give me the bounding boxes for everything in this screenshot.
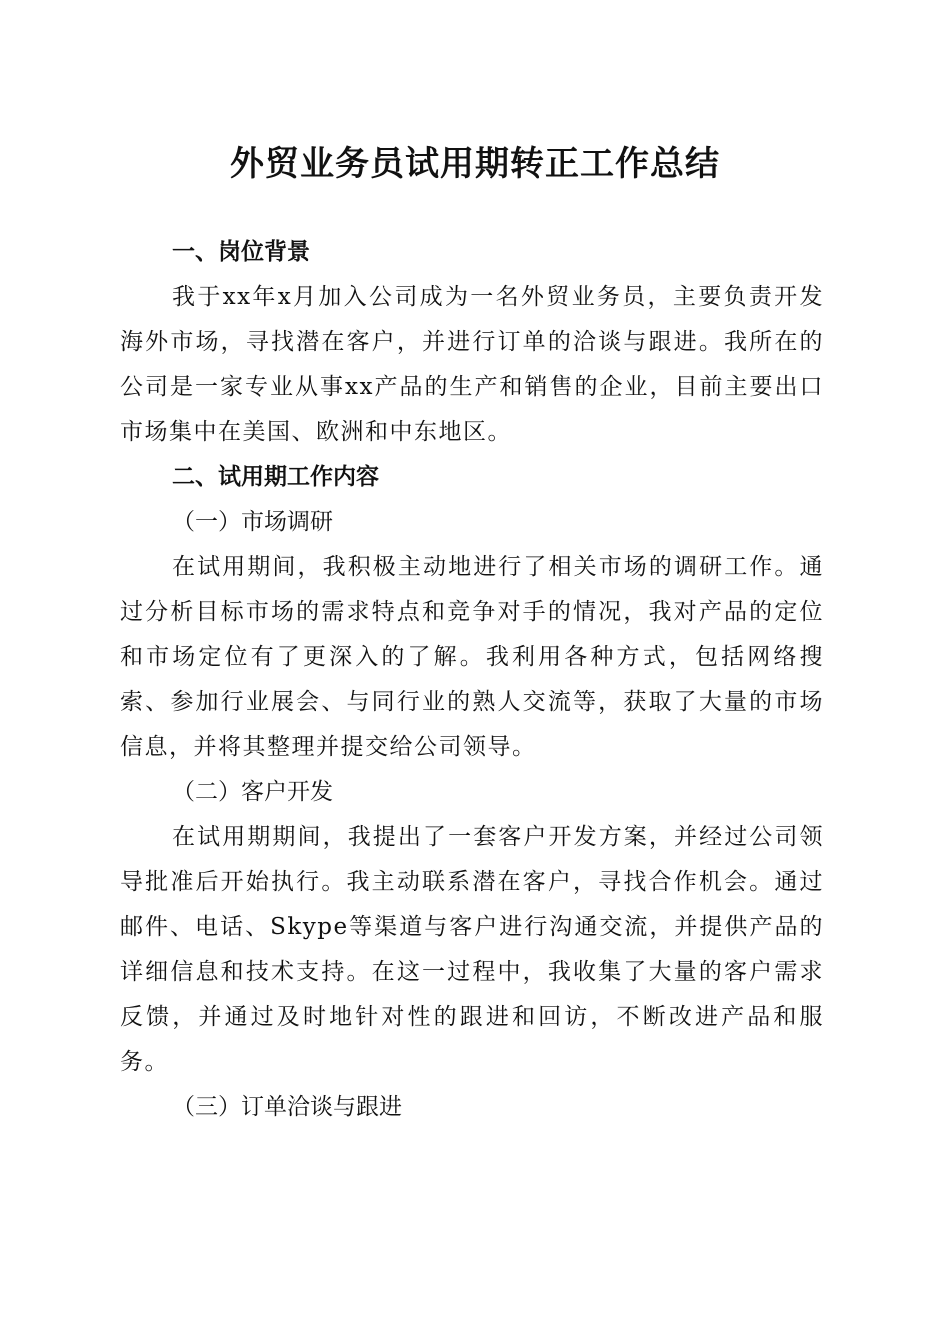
paragraph-client-development: 在试用期期间，我提出了一套客户开发方案，并经过公司领导批准后开始执行。我主动联系潜在客户，寻找合作机会。通过邮件、电话、Skype等渠道与客户进行沟通交流，并提供产品的详细信息和技术支持。在这一过程中，我收集了大量的客户需求反馈，并通过及时地针对性的跟进和回访，不断改进产品和服务。 [120,824,824,1075]
section-heading-probation-work: 二、试用期工作内容 [172,464,379,490]
subsection-heading-order-negotiation: （三）订单洽谈与跟进 [172,1094,402,1120]
section-heading-job-background: 一、岗位背景 [172,239,310,265]
paragraph-market-research: 在试用期间，我积极主动地进行了相关市场的调研工作。通过分析目标市场的需求特点和竞争对手的情况，我对产品的定位和市场定位有了更深入的了解。我利用各种方式，包括网络搜索、参加行业展会、与同行业的熟人交流等，获取了大量的市场信息，并将其整理并提交给公司领导。 [120,554,824,760]
subsection-heading-client-development: （二）客户开发 [172,779,333,805]
document-title: 外贸业务员试用期转正工作总结 [230,144,720,184]
subsection-heading-market-research: （一）市场调研 [172,509,333,535]
document-body [120,230,824,1130]
paragraph-job-background: 我于xx年x月加入公司成为一名外贸业务员，主要负责开发海外市场，寻找潜在客户，并进行订单的洽谈与跟进。我所在的公司是一家专业从事xx产品的生产和销售的企业，目前主要出口市场集中在美国、欧洲和中东地区。 [120,284,824,445]
